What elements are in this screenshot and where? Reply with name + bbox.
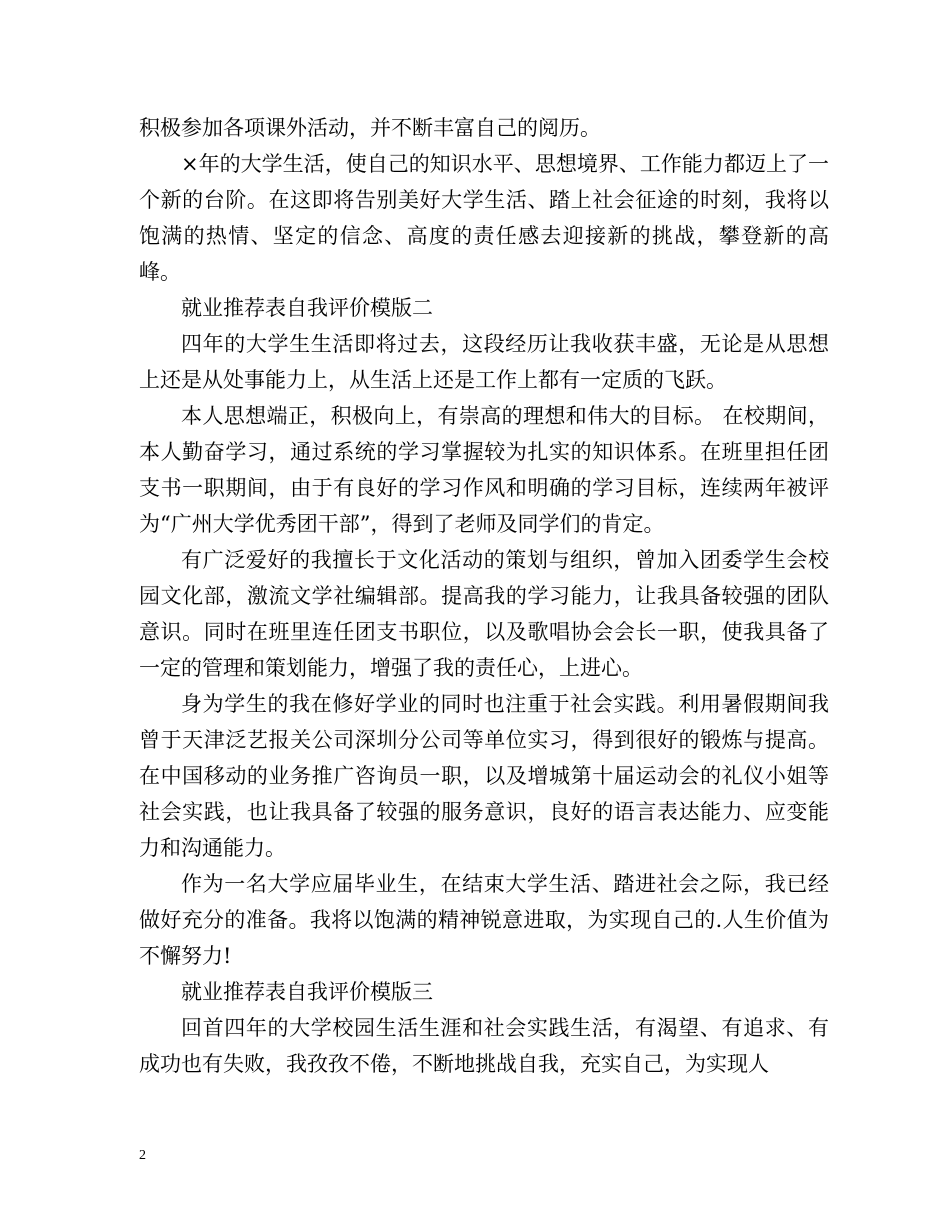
paragraph-intro: 四年的大学生生活即将过去，这段经历让我收获丰盛，无论是从思想上还是从处事能力上，从生活上还是工作上都有一定质的飞跃。 xyxy=(139,332,829,392)
page-number: 2 xyxy=(139,1148,146,1163)
paragraph-practice: 身为学生的我在修好学业的同时也注重于社会实践。利用暑假期间我曾于天津泛艺报关公司深圳分公司等单位实习，得到很好的锻炼与提高。在中国移动的业务推广咨询员一职，以及增城第十届运动会的礼仪小姐等社会实践，也让我具备了较强的服务意识，良好的语言表达能力、应变能力和沟通能力。 xyxy=(139,692,829,860)
paragraph-review: 回首四年的大学校园生活生涯和社会实践生活，有渴望、有追求、有成功也有失败，我孜孜不倦，不断地挑战自我，充实自己，为实现人 xyxy=(139,1016,829,1076)
document-body xyxy=(139,110,829,1082)
paragraph-summary: ×年的大学生活，使自己的知识水平、思想境界、工作能力都迈上了一个新的台阶。在这即将告别美好大学生活、踏上社会征途的时刻，我将以饱满的热情、坚定的信念、高度的责任感去迎接新的挑战，攀登新的高峰。 xyxy=(139,152,829,284)
section-heading-template-two: 就业推荐表自我评价模版二 xyxy=(181,296,433,320)
paragraph-activities: 有广泛爱好的我擅长于文化活动的策划与组织，曾加入团委学生会校园文化部，激流文学社编辑部。提高我的学习能力，让我具备较强的团队意识。同时在班里连任团支书职位，以及歌唱协会会长一职，使我具备了一定的管理和策划能力，增强了我的责任心，上进心。 xyxy=(139,548,829,680)
paragraph-character: 本人思想端正，积极向上，有崇高的理想和伟大的目标。 在校期间，本人勤奋学习，通过系统的学习掌握较为扎实的知识体系。在班里担任团支书一职期间，由于有良好的学习作风和明确的学习目标，连续两年被评为“广州大学优秀团干部”，得到了老师及同学们的肯定。 xyxy=(139,404,829,536)
paragraph-continuation: 积极参加各项课外活动，并不断丰富自己的阅历。 xyxy=(139,116,601,140)
section-heading-template-three: 就业推荐表自我评价模版三 xyxy=(181,980,433,1004)
paragraph-conclusion: 作为一名大学应届毕业生，在结束大学生活、踏进社会之际，我已经做好充分的准备。我将以饱满的精神锐意进取，为实现自己的.人生价值为不懈努力! xyxy=(139,872,829,968)
